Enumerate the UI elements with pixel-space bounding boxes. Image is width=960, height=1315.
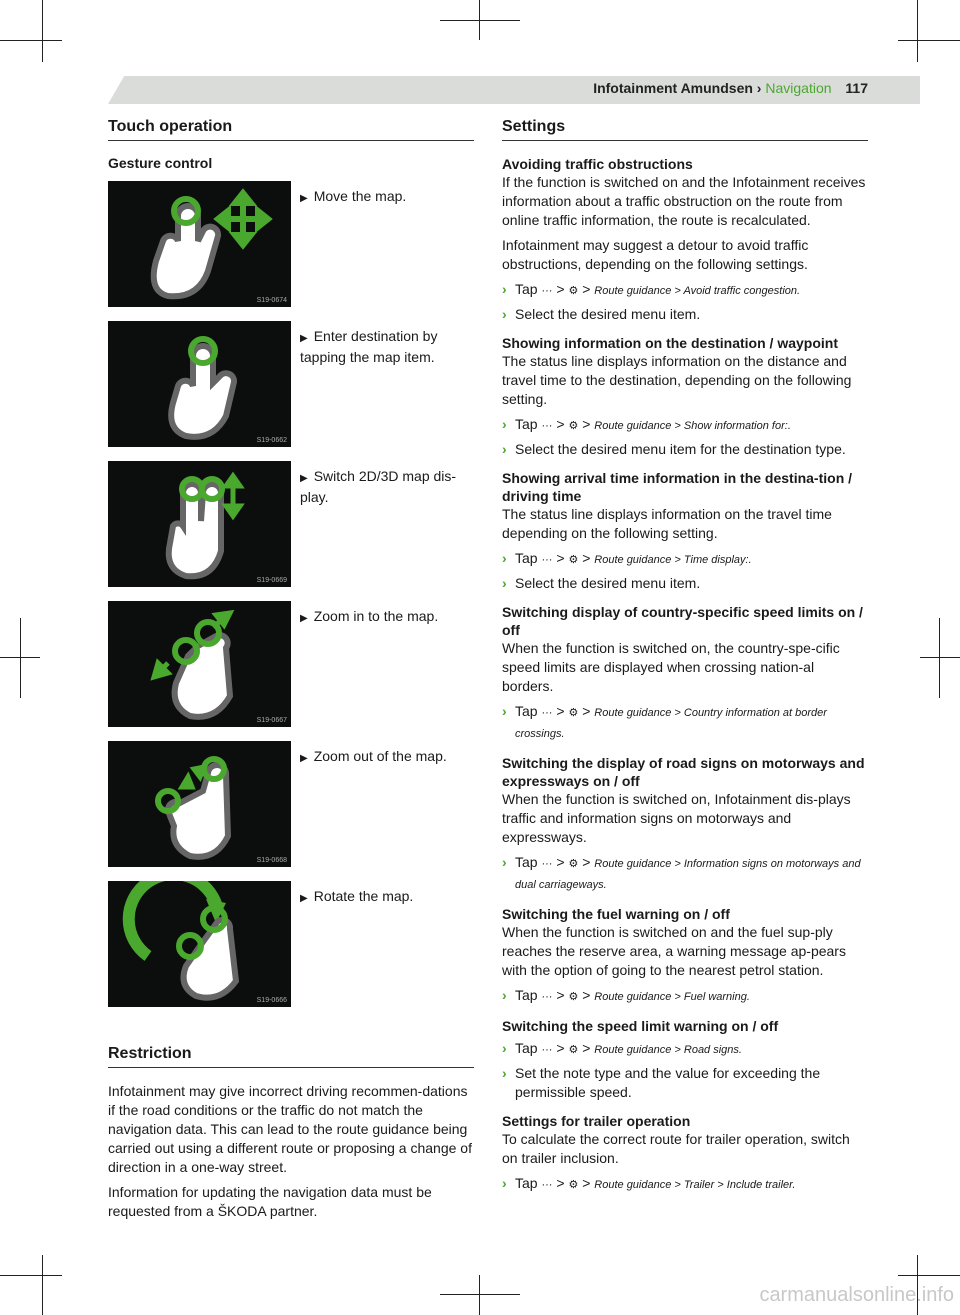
setting-step bbox=[502, 415, 868, 436]
crop-mark bbox=[440, 20, 520, 21]
gesture-caption bbox=[300, 327, 472, 367]
gesture-zoom-in bbox=[108, 601, 474, 741]
image-code: S19-0667 bbox=[256, 717, 287, 724]
menu-dots-icon: ··· bbox=[541, 420, 553, 432]
step-marker-icon: › bbox=[502, 281, 507, 297]
image-code: S19-0669 bbox=[256, 577, 287, 584]
setting-heading: Switching the fuel warning on / off bbox=[502, 906, 730, 922]
setting-step bbox=[502, 702, 868, 744]
gesture-zoom-in-image bbox=[108, 601, 291, 727]
arrow: > bbox=[578, 703, 595, 719]
crop-mark bbox=[898, 1275, 960, 1276]
step-text: Select the desired menu item. bbox=[515, 575, 701, 591]
menu-path: Route guidance > Information signs on motorways and dual carriageways. bbox=[515, 858, 861, 891]
gesture-control-title: Gesture control bbox=[108, 155, 213, 171]
setting-text: If the function is switched on and the Infotainment receives information about a traffic obstruction on the route from online traffic information, the route is recalculated. bbox=[502, 174, 866, 228]
arrow: > bbox=[552, 987, 569, 1003]
menu-path: Route guidance > Avoid traffic congestion. bbox=[594, 285, 801, 297]
crop-mark bbox=[939, 618, 940, 698]
settings-gear-icon: ⚙ bbox=[568, 991, 579, 1003]
gesture-caption bbox=[300, 887, 472, 908]
setting-step bbox=[502, 574, 868, 593]
arrow: > bbox=[552, 703, 569, 719]
gesture-rotate bbox=[108, 881, 474, 1021]
image-code: S19-0674 bbox=[256, 297, 287, 304]
tap-label: Tap bbox=[515, 1040, 542, 1056]
setting-heading: Showing information on the destination / waypoint bbox=[502, 335, 838, 351]
header-separator: › bbox=[756, 80, 762, 96]
zoom-in-gesture-icon bbox=[108, 601, 291, 727]
setting-text: Infotainment may suggest a detour to avoid traffic obstructions, depending on the following settings. bbox=[502, 237, 809, 272]
setting-step bbox=[502, 280, 868, 301]
setting-step bbox=[502, 986, 868, 1007]
menu-path: Route guidance > Fuel warning. bbox=[594, 991, 750, 1003]
menu-dots-icon: ··· bbox=[541, 707, 553, 719]
step-marker-icon: › bbox=[502, 1040, 507, 1056]
arrow: > bbox=[578, 550, 595, 566]
menu-dots-icon: ··· bbox=[541, 858, 553, 870]
setting-text: The status line displays information on the distance and travel time to the destination, depending on the following setting. bbox=[502, 353, 852, 407]
arrow: > bbox=[552, 416, 569, 432]
crop-mark bbox=[0, 40, 62, 41]
setting-heading: Settings for trailer operation bbox=[502, 1113, 691, 1129]
tap-label: Tap bbox=[515, 703, 542, 719]
setting-heading: Showing arrival time information in the destina-tion / driving time bbox=[502, 470, 853, 504]
gesture-2d3d bbox=[108, 461, 474, 601]
menu-path: Route guidance > Time display:. bbox=[594, 554, 752, 566]
crop-mark bbox=[920, 657, 960, 658]
gesture-move bbox=[108, 181, 474, 321]
arrow: > bbox=[552, 854, 569, 870]
watermark: carmanualsonline.info bbox=[759, 1284, 954, 1306]
gesture-zoom-out-image bbox=[108, 741, 291, 867]
step-marker-icon: › bbox=[502, 550, 507, 566]
arrow: > bbox=[552, 1040, 569, 1056]
image-code: S19-0662 bbox=[256, 437, 287, 444]
menu-path: Route guidance > Country information at border crossings. bbox=[515, 707, 827, 740]
tap-label: Tap bbox=[515, 416, 542, 432]
gesture-caption bbox=[300, 467, 472, 507]
triangle-icon: ▶ bbox=[300, 753, 308, 764]
gesture-caption bbox=[300, 747, 472, 768]
triangle-icon: ▶ bbox=[300, 473, 308, 484]
step-marker-icon: › bbox=[502, 987, 507, 1003]
page-header bbox=[593, 80, 868, 96]
arrow: > bbox=[578, 1175, 595, 1191]
arrow: > bbox=[552, 1175, 569, 1191]
restriction-paragraph: Information for updating the navigation data must be requested from a ŠKODA partner. bbox=[108, 1184, 432, 1219]
tap-label: Tap bbox=[515, 1175, 542, 1191]
setting-step bbox=[502, 305, 868, 324]
settings-gear-icon: ⚙ bbox=[568, 858, 579, 870]
step-text: Set the note type and the value for exceeding the permissible speed. bbox=[515, 1065, 821, 1100]
tap-label: Tap bbox=[515, 281, 542, 297]
zoom-out-gesture-icon bbox=[108, 741, 291, 867]
triangle-icon: ▶ bbox=[300, 893, 308, 904]
gesture-caption bbox=[300, 607, 472, 628]
step-text: Select the desired menu item for the destination type. bbox=[515, 441, 846, 457]
gesture-caption-text: Rotate the map. bbox=[313, 888, 414, 904]
tap-gesture-icon bbox=[108, 321, 291, 447]
right-column bbox=[502, 118, 868, 1199]
settings-gear-icon: ⚙ bbox=[568, 420, 579, 432]
triangle-icon: ▶ bbox=[300, 333, 308, 344]
gesture-caption-text: Enter destination by tapping the map item. bbox=[300, 328, 438, 365]
step-marker-icon: › bbox=[502, 416, 507, 432]
setting-step bbox=[502, 440, 868, 459]
settings-blocks bbox=[502, 155, 868, 1195]
triangle-icon: ▶ bbox=[300, 613, 308, 624]
menu-dots-icon: ··· bbox=[541, 554, 553, 566]
image-code: S19-0666 bbox=[256, 997, 287, 1004]
touch-operation-title: Touch operation bbox=[108, 118, 474, 141]
left-column bbox=[108, 118, 474, 1227]
step-marker-icon: › bbox=[502, 306, 507, 322]
gesture-move-image bbox=[108, 181, 291, 307]
step-marker-icon: › bbox=[502, 441, 507, 457]
crop-mark bbox=[20, 618, 21, 698]
crop-mark bbox=[440, 1294, 520, 1295]
restriction-paragraph: Infotainment may give incorrect driving recommen-dations if the road conditions or the traffic do not match the navigation data. This can lead to the route guidance being carried out using a different route or proposing a change of direction in a one-way street. bbox=[108, 1083, 472, 1175]
image-code: S19-0668 bbox=[256, 857, 287, 864]
gesture-rotate-image bbox=[108, 881, 291, 1007]
menu-dots-icon: ··· bbox=[541, 1044, 553, 1056]
crop-mark bbox=[42, 1255, 43, 1315]
step-text: Select the desired menu item. bbox=[515, 306, 701, 322]
setting-step bbox=[502, 549, 868, 570]
header-section: Infotainment Amundsen bbox=[593, 80, 753, 96]
gesture-tap-image bbox=[108, 321, 291, 447]
move-gesture-icon bbox=[108, 181, 291, 307]
gesture-caption bbox=[300, 187, 472, 208]
tap-label: Tap bbox=[515, 550, 542, 566]
gesture-zoom-out bbox=[108, 741, 474, 881]
gesture-caption-text: Zoom out of the map. bbox=[313, 748, 447, 764]
setting-text: The status line displays information on the travel time depending on the following setting. bbox=[502, 506, 832, 541]
tap-label: Tap bbox=[515, 987, 542, 1003]
arrow: > bbox=[552, 281, 569, 297]
triangle-icon: ▶ bbox=[300, 193, 308, 204]
arrow: > bbox=[578, 854, 595, 870]
rotate-gesture-icon bbox=[108, 881, 291, 1007]
gesture-caption-text: Move the map. bbox=[313, 188, 407, 204]
crop-mark bbox=[898, 40, 960, 41]
gesture-caption-text: Zoom in to the map. bbox=[313, 608, 439, 624]
gesture-tap bbox=[108, 321, 474, 461]
crop-mark bbox=[0, 657, 40, 658]
setting-text: When the function is switched on, the country-spe-cific speed limits are displayed when crossing nation-al borders. bbox=[502, 640, 840, 694]
setting-step bbox=[502, 1174, 868, 1195]
settings-gear-icon: ⚙ bbox=[568, 285, 579, 297]
step-marker-icon: › bbox=[502, 1065, 507, 1081]
menu-path: Route guidance > Show information for:. bbox=[594, 420, 791, 432]
setting-text: When the function is switched on and the fuel sup-ply reaches the reserve area, a warning message ap-pears with the option of going to the nearest petrol station. bbox=[502, 924, 846, 978]
crop-mark bbox=[0, 1275, 62, 1276]
page-number: 117 bbox=[845, 80, 868, 96]
crop-mark bbox=[42, 0, 43, 62]
setting-text: To calculate the correct route for trailer operation, switch on trailer inclusion. bbox=[502, 1131, 850, 1166]
step-marker-icon: › bbox=[502, 703, 507, 719]
arrow: > bbox=[578, 987, 595, 1003]
step-marker-icon: › bbox=[502, 575, 507, 591]
menu-path: Route guidance > Road signs. bbox=[594, 1044, 742, 1056]
gesture-caption-text: Switch 2D/3D map dis-play. bbox=[300, 468, 457, 505]
settings-gear-icon: ⚙ bbox=[568, 1179, 579, 1191]
setting-step bbox=[502, 1039, 868, 1060]
arrow: > bbox=[578, 1040, 595, 1056]
settings-gear-icon: ⚙ bbox=[568, 554, 579, 566]
setting-heading: Avoiding traffic obstructions bbox=[502, 156, 693, 172]
tap-label: Tap bbox=[515, 854, 542, 870]
setting-text: When the function is switched on, Infotainment dis-plays traffic and information signs on motorways and expressways. bbox=[502, 791, 851, 845]
menu-path: Route guidance > Trailer > Include trailer. bbox=[594, 1179, 796, 1191]
crop-mark bbox=[917, 0, 918, 62]
setting-heading: Switching the speed limit warning on / off bbox=[502, 1018, 779, 1034]
two-finger-gesture-icon bbox=[108, 461, 291, 587]
setting-step bbox=[502, 853, 868, 895]
step-marker-icon: › bbox=[502, 854, 507, 870]
setting-heading: Switching the display of road signs on motorways and expressways on / off bbox=[502, 755, 865, 789]
setting-step bbox=[502, 1064, 868, 1102]
settings-gear-icon: ⚙ bbox=[568, 1044, 579, 1056]
arrow: > bbox=[578, 416, 595, 432]
menu-dots-icon: ··· bbox=[541, 285, 553, 297]
header-subsection: Navigation bbox=[765, 80, 832, 96]
step-marker-icon: › bbox=[502, 1175, 507, 1191]
settings-gear-icon: ⚙ bbox=[568, 707, 579, 719]
crop-mark bbox=[479, 1275, 480, 1315]
restriction-title: Restriction bbox=[108, 1045, 474, 1068]
setting-heading: Switching display of country-specific speed limits on / off bbox=[502, 604, 863, 638]
arrow: > bbox=[552, 550, 569, 566]
settings-title: Settings bbox=[502, 118, 868, 141]
menu-dots-icon: ··· bbox=[541, 991, 553, 1003]
arrow: > bbox=[578, 281, 595, 297]
menu-dots-icon: ··· bbox=[541, 1179, 553, 1191]
gesture-2d3d-image bbox=[108, 461, 291, 587]
